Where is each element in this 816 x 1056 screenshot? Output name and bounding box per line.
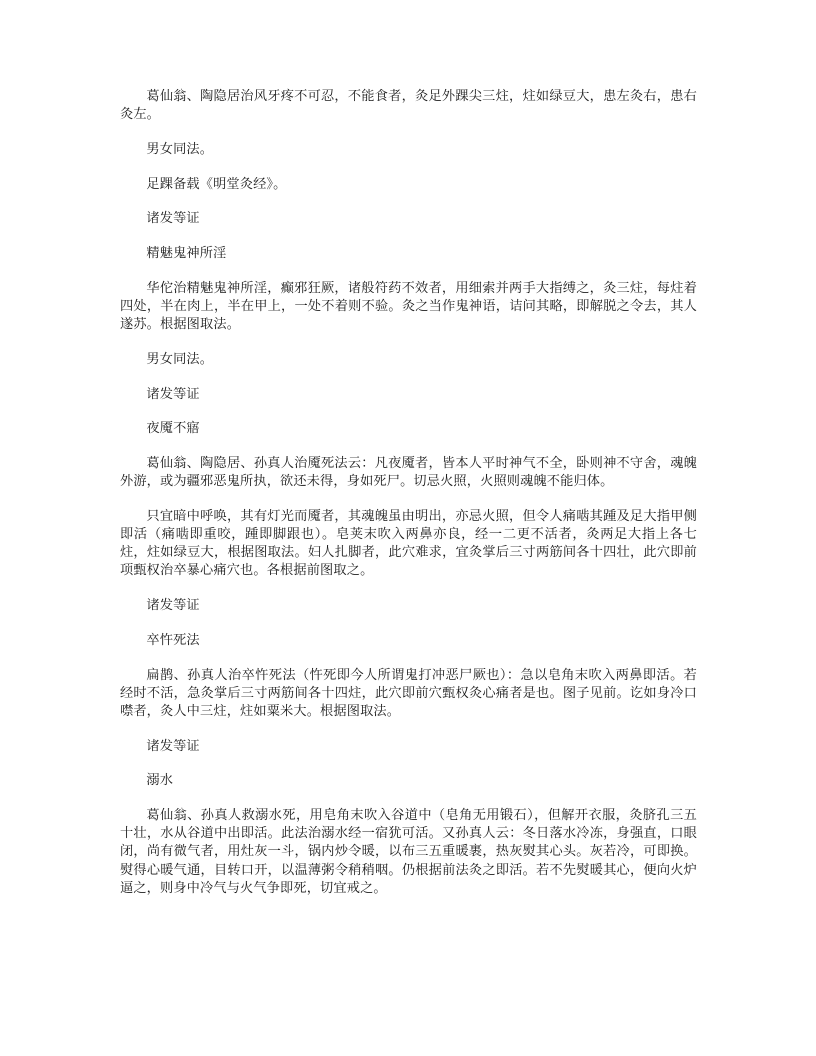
body-paragraph: 男女同法。 [146, 141, 214, 157]
section-heading: 溺水 [146, 773, 174, 789]
section-label: 诸发等证 [146, 598, 200, 614]
section-label: 诸发等证 [146, 211, 200, 227]
body-paragraph: 只宜暗中呼唤，其有灯光而魇者，其魂魄虽由明出，亦忌火照，但令人痛啮其踵及足大指甲侧即活（痛啮即重咬，踵即脚跟也）。皂荚末吹入两鼻亦良，经一二更不活者，灸两足大指上各七炷，炷如绿豆大，根据图取法。妇人扎脚者，此穴难求，宜灸掌后三寸两筋间各十四壮，此穴即前项甄权治卒暴心痛穴也。各根据前图取之。 [120, 508, 697, 579]
body-paragraph: 足踝备载《明堂灸经》。 [146, 176, 287, 192]
section-heading: 夜魇不寤 [146, 421, 200, 437]
section-label: 诸发等证 [146, 738, 200, 754]
body-paragraph: 男女同法。 [146, 351, 214, 367]
body-paragraph: 华佗治精魅鬼神所淫，癫邪狂厥，诸般符药不效者，用细索并两手大指缚之，灸三炷，每炷着四处，半在肉上，半在甲上，一处不着则不验。灸之当作鬼神语，诘问其略，即解脱之令去，其人遂苏。根据图取法。 [120, 280, 697, 333]
section-heading: 精魅鬼神所淫 [146, 246, 227, 262]
body-paragraph: 葛仙翁、陶隐居、孙真人治魇死法云：凡夜魇者，皆本人平时神气不全，卧则神不守舍，魂魄外游，或为疆邪恶鬼所执，欲还未得，身如死尸。切忌火照，火照则魂魄不能归体。 [120, 455, 697, 490]
body-paragraph: 葛仙翁、陶隐居治风牙疼不可忍，不能食者，灸足外踝尖三炷，炷如绿豆大，患左灸右，患右灸左。 [120, 89, 697, 123]
section-heading: 卒忤死法 [146, 632, 200, 648]
body-paragraph: 扁鹊、孙真人治卒忤死法（忤死即今人所谓鬼打冲恶尸厥也）：急以皂角末吹入两鼻即活。若经时不活，急灸掌后三寸两筋间各十四炷，此穴即前穴甄权灸心痛者是也。图子见前。讫如身冷口噤者，灸人中三炷，炷如粟米大。根据图取法。 [120, 667, 697, 719]
body-paragraph: 葛仙翁、孙真人救溺水死，用皂角末吹入谷道中（皂角无用锻石），但解开衣服，灸脐孔三五十壮，水从谷道中出即活。此法治溺水经一宿犹可活。又孙真人云：冬日落水冷冻，身强直，口眼闭，尚有微气者，用灶灰一斗，锅内炒令暖，以布三五重暖裹，热灰熨其心头。灰若冷，可即换。熨得心暖气通，目转口开，以温薄粥令稍稍咽。仍根据前法灸之即活。若不先熨暖其心，便向火炉逼之，则身中冷气与火气争即死，切宜戒之。 [120, 808, 697, 896]
document-text-column [120, 88, 697, 898]
section-label: 诸发等证 [146, 386, 200, 402]
